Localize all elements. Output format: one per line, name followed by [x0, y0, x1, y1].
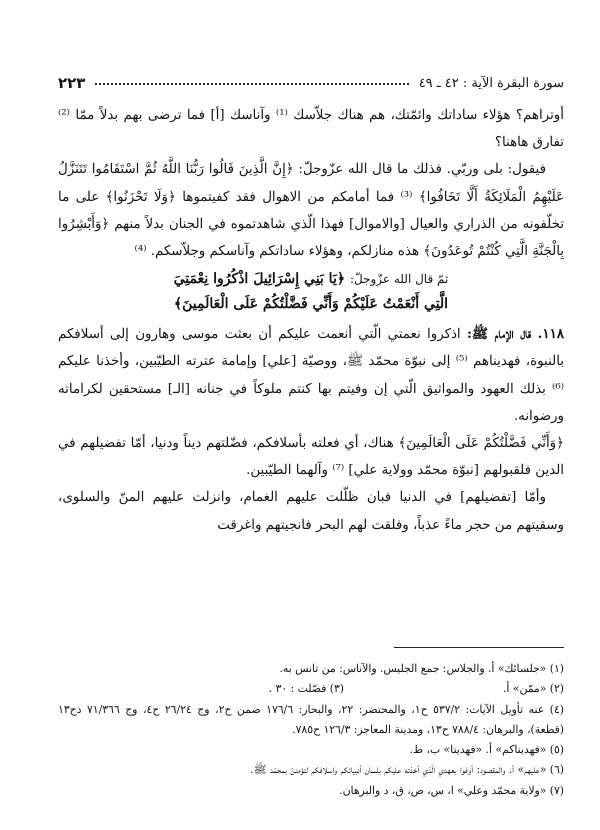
paragraph-2: فيقول: بلى وربّي. فذلك ما قال الله عزّوجلّ: ﴿إِنَّ الَّذِينَ قَالُوا رَبُّنَا اللَّهُ ثُمَّ اسْتَقَامُوا تَتَنَزَّلُ عَلَيْهِمُ الْمَلَائِكَةُ أَلَّا تَخَافُوا﴾ ⁽³⁾ فما أمامكم من الاهوال فقد كفيتموها ﴿وَلَا تَحْزَنُوا﴾ على ما تخلّفونه من الذراري والعيال [والاموال] فهذا الّذي شاهدتموه في الجنان بدلاً منهم ﴿وَأَبْشِرُوا بِالْجَنَّةِ الَّتِي كُنْتُمْ تُوعَدُونَ﴾ هذه منازلكم، وهؤلاء ساداتكم وآناسكم وجلاّسكم. ⁽⁴⁾ — [58, 162, 565, 260]
footnote-3: (٣) فصّلت : ٣٠ . — [268, 682, 344, 696]
paragraph-5: وأمّا [تفضيلهم] في الدنيا فبان ظلّلت عليهم الغمام، وانزلت عليهم المنّ والسلوى، وسقيتهم من حجر ماءً عذباً، وفلقت لهم البحر فانجيتهم واغرقت — [58, 490, 564, 533]
page-number: ٢٢٣ — [58, 74, 86, 92]
header-dotted-rule — [95, 83, 408, 87]
main-text — [58, 102, 564, 539]
footnote-row-2-3 — [58, 679, 564, 699]
paragraph-118 — [58, 321, 564, 430]
running-head: سورة البقرة الآية : ٤٢ ـ ٤٩ — [418, 75, 564, 91]
footnote-1: (١) «جلسائك» أ. والجلاس: جمع الجليس. والآناس: من تانس به. — [279, 662, 564, 675]
paragraph-118-text: اذكروا نعمتي الّتي أنعمت عليكم أن بعثت موسى وهارون إلى أسلافكم بالنبوة، فهديناهم ⁽⁵⁾ إلى نبوّة محمّد ﷺ، ووصيّة [علي] وإمامة عترته الطيّبين، وأخذنا عليكم ⁽⁶⁾ بذلك العهود والمواثيق الّتي إن وفيتم بها كنتم ملوكاً في جنانه [الـ] مستحقين لكراماته ورضوانه. — [58, 327, 564, 424]
verse-line-2: الَّتِي أَنْعَمْتُ عَلَيْكُمْ وَأَنِّي فَضَّلْتُكُمْ عَلَى الْعَالَمِينَ﴾ — [173, 296, 449, 313]
verse-line-1: ﴿يَا بَنِي إِسْرَائِيلَ اذْكُرُوا نِعْمَتِيَ — [173, 271, 346, 288]
section-number: ١١٨. قال الإمام ﷺ: — [466, 326, 564, 343]
book-page — [58, 62, 564, 812]
footnote-7: (٧) «ولاية محمّد وعلي» ا، س، ص، ق، د والبرهان. — [339, 783, 564, 797]
footnote-2: (٢) «ممّن» أ. — [503, 682, 564, 696]
footnote-5: (٥) «فهديناكم» أ. «فهدينا» ب، ط. — [409, 743, 564, 757]
paragraph-4: ﴿وَأَنِّي فَضَّلْتُكُمْ عَلَى الْعَالَمِينَ﴾ هناك، أي فعلته بأسلافكم، فضّلتهم ديناً ودنيا، أمّا تفضيلهم في الدين فلقبولهم [نبوّة محمّد وولاية علي] ⁽⁷⁾ وآلهما الطيّبين. — [58, 436, 564, 479]
footnote-4: (٤) عنه تأويل الآيات: ٥٣٧/٢ ح١، والمحتضر: ٢٢، والبحار: ١٧٦/٦ ضمن ح٢، وج ٢٦/٢٤ ح٤، وج ٧١/٣٦٦ ذح١٣ (قطعة)، والبرهان: ٧٨٨/٤ ح١٣، ومدينة المعاجز: ١٢٦/٣ ح٧٨٥. — [58, 702, 564, 736]
quran-verse-block — [58, 267, 564, 317]
footnote-separator — [394, 647, 564, 648]
verse-intro: ثمّ قال الله عزّوجلّ: — [349, 272, 449, 287]
page-header — [58, 70, 564, 96]
footnote-6: (٦) «عليهم» أ. والمقصود: أوفوا بعهدي الّذي أخذته عليكم بلسان أنبيائكم واسلافكم لتؤمننّ بمحمّد ﷺ. — [250, 763, 564, 777]
footnotes — [58, 659, 564, 801]
paragraph-1: أوتراهم؟ هؤلاء ساداتك وائمّتك، هم هناك جلاّسك ⁽¹⁾ وآناسك [أ] فما ترضى بهم بدلاً ممّا ⁽²⁾ تفارق هاهنا؟ — [58, 108, 564, 151]
